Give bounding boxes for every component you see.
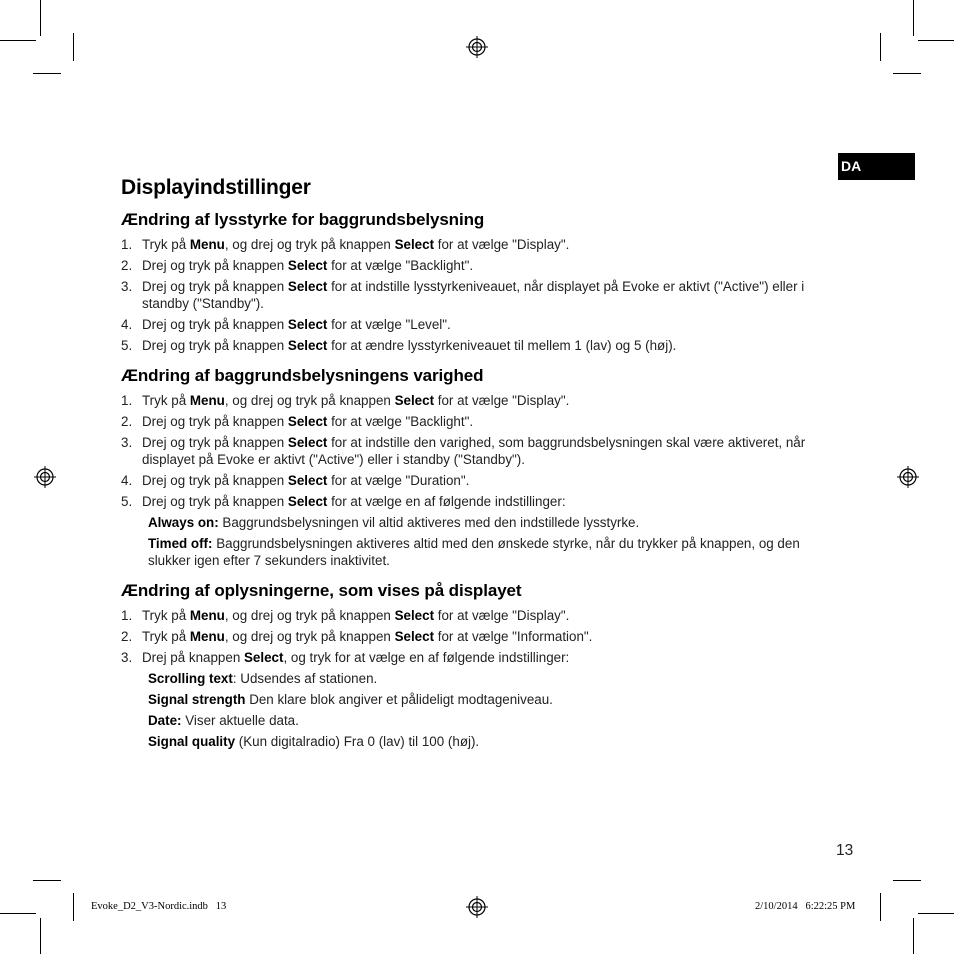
step-number: 5.: [121, 338, 133, 353]
registration-mark-icon: [466, 896, 488, 918]
slug-timestamp: 2/10/2014 6:22:25 PM: [755, 901, 856, 912]
bold-term: Menu: [189, 629, 225, 644]
step-number: 2.: [121, 414, 133, 429]
step-number: 1.: [121, 237, 133, 252]
step-number: 3.: [121, 650, 133, 665]
text-run: for at ændre lysstyrkeniveauet til mellem 1 (lav) og 5 (høj).: [327, 338, 677, 353]
crop-mark: [73, 33, 74, 61]
text-run: Drej og tryk på knappen: [142, 435, 288, 450]
option-list: [121, 514, 841, 569]
bold-term: Select: [287, 279, 328, 294]
step-item: [121, 236, 841, 253]
step-item: [121, 607, 841, 624]
option-item: [121, 733, 841, 750]
text-run: for at vælge "Backlight".: [327, 258, 474, 273]
crop-mark: [893, 73, 921, 74]
text-run: for at vælge "Display".: [434, 608, 570, 623]
text-run: Drej og tryk på knappen: [142, 279, 288, 294]
text-run: Tryk på: [142, 237, 190, 252]
section-heading: Ændring af lysstyrke for baggrundsbelysning: [121, 210, 485, 229]
step-number: 5.: [121, 494, 133, 509]
option-list: [121, 670, 841, 750]
bold-term: Select: [287, 435, 328, 450]
crop-mark: [40, 918, 41, 954]
bold-term: Select: [394, 629, 435, 644]
option-item: [121, 514, 841, 531]
registration-mark-icon: [34, 466, 56, 488]
bold-term: Select: [394, 237, 435, 252]
page-title: Displayindstillinger: [121, 176, 311, 199]
bold-term: Select: [287, 414, 328, 429]
step-item: [121, 628, 841, 645]
crop-mark: [880, 893, 881, 921]
text-run: Drej og tryk på knappen: [142, 317, 288, 332]
registration-mark-icon: [466, 36, 488, 58]
bold-term: Select: [287, 258, 328, 273]
option-item: [121, 670, 841, 687]
crop-mark: [913, 0, 914, 36]
text-run: for at vælge en af følgende indstillinger:: [327, 494, 566, 509]
bold-term: Menu: [189, 237, 225, 252]
text-run: , og drej og tryk på knappen: [224, 629, 395, 644]
bold-term: Signal quality: [148, 734, 236, 749]
step-number: 2.: [121, 258, 133, 273]
crop-mark: [918, 913, 954, 914]
text-run: for at vælge "Display".: [434, 237, 570, 252]
step-item: [121, 649, 841, 666]
step-item: [121, 472, 841, 489]
bold-term: Select: [287, 494, 328, 509]
step-number: 3.: [121, 435, 133, 450]
crop-mark: [893, 880, 921, 881]
crop-mark: [73, 893, 74, 921]
step-item: [121, 413, 841, 430]
crop-mark: [918, 40, 954, 41]
section: [121, 209, 841, 354]
step-number: 1.: [121, 393, 133, 408]
text-run: Tryk på: [142, 393, 190, 408]
bold-term: Select: [287, 473, 328, 488]
step-number: 4.: [121, 473, 133, 488]
bold-term: Select: [394, 608, 435, 623]
text-run: Drej og tryk på knappen: [142, 414, 288, 429]
text-run: Tryk på: [142, 608, 190, 623]
bold-term: Always on:: [148, 515, 219, 530]
section: [121, 365, 841, 569]
section: [121, 580, 841, 750]
text-run: (Kun digitalradio) Fra 0 (lav) til 100 (høj).: [235, 734, 480, 749]
bold-term: Select: [244, 650, 284, 665]
section-heading: Ændring af baggrundsbelysningens varighed: [121, 366, 484, 385]
text-run: for at vælge "Information".: [434, 629, 593, 644]
text-run: Baggrundsbelysningen vil altid aktiveres med den indstillede lysstyrke.: [218, 515, 640, 530]
text-run: for at indstille lysstyrkeniveauet, når displayet på Evoke er aktivt ("Active") eller i standby ("Standby").: [142, 279, 805, 311]
language-tab: DA: [838, 153, 915, 180]
bold-term: Timed off:: [148, 536, 213, 551]
bold-term: Select: [287, 338, 328, 353]
step-number: 4.: [121, 317, 133, 332]
text-run: Drej og tryk på knappen: [142, 338, 288, 353]
option-item: [121, 712, 841, 729]
bold-term: Select: [287, 317, 328, 332]
crop-mark: [33, 73, 61, 74]
text-run: , og drej og tryk på knappen: [224, 393, 395, 408]
crop-mark: [880, 33, 881, 61]
crop-mark: [0, 913, 36, 914]
step-item: [121, 278, 841, 312]
text-run: Viser aktuelle data.: [181, 713, 299, 728]
bold-term: Signal strength: [148, 692, 246, 707]
text-run: Drej og tryk på knappen: [142, 473, 288, 488]
text-run: Den klare blok angiver et pålideligt modtageniveau.: [245, 692, 553, 707]
bold-term: Select: [394, 393, 435, 408]
step-item: [121, 493, 841, 510]
step-number: 2.: [121, 629, 133, 644]
bold-term: Menu: [189, 393, 225, 408]
text-run: , og drej og tryk på knappen: [224, 237, 395, 252]
text-run: : Udsendes af stationen.: [232, 671, 378, 686]
section-heading: Ændring af oplysningerne, som vises på displayet: [121, 581, 522, 600]
text-run: for at vælge "Backlight".: [327, 414, 474, 429]
text-run: for at vælge "Duration".: [327, 473, 470, 488]
crop-mark: [40, 0, 41, 36]
text-run: Baggrundsbelysningen aktiveres altid med den ønskede styrke, når du trykker på knappen, og den slukker igen efter 7 sekunders inaktivitet.: [148, 536, 800, 568]
step-list: [121, 607, 841, 666]
step-number: 1.: [121, 608, 133, 623]
bold-term: Date:: [148, 713, 182, 728]
step-item: [121, 316, 841, 333]
text-run: , og tryk for at vælge en af følgende indstillinger:: [283, 650, 570, 665]
text-run: for at vælge "Level".: [327, 317, 451, 332]
text-run: for at vælge "Display".: [434, 393, 570, 408]
page-number: 13: [836, 842, 854, 859]
crop-mark: [913, 918, 914, 954]
text-run: , og drej og tryk på knappen: [224, 608, 395, 623]
step-list: [121, 392, 841, 510]
registration-mark-icon: [897, 466, 919, 488]
slug-filename: Evoke_D2_V3-Nordic.indb 13: [91, 901, 227, 912]
page-content: [121, 174, 841, 754]
text-run: Tryk på: [142, 629, 190, 644]
step-item: [121, 392, 841, 409]
text-run: Drej på knappen: [142, 650, 244, 665]
crop-mark: [33, 880, 61, 881]
text-run: for at indstille den varighed, som baggrundsbelysningen skal være aktiveret, når displayet på Evoke er aktivt ("Active") eller i standby ("Standby").: [142, 435, 806, 467]
text-run: Drej og tryk på knappen: [142, 494, 288, 509]
bold-term: Menu: [189, 608, 225, 623]
step-item: [121, 257, 841, 274]
text-run: Drej og tryk på knappen: [142, 258, 288, 273]
step-item: [121, 434, 841, 468]
option-item: [121, 535, 841, 569]
option-item: [121, 691, 841, 708]
step-item: [121, 337, 841, 354]
step-list: [121, 236, 841, 354]
bold-term: Scrolling text: [148, 671, 233, 686]
crop-mark: [0, 40, 36, 41]
step-number: 3.: [121, 279, 133, 294]
